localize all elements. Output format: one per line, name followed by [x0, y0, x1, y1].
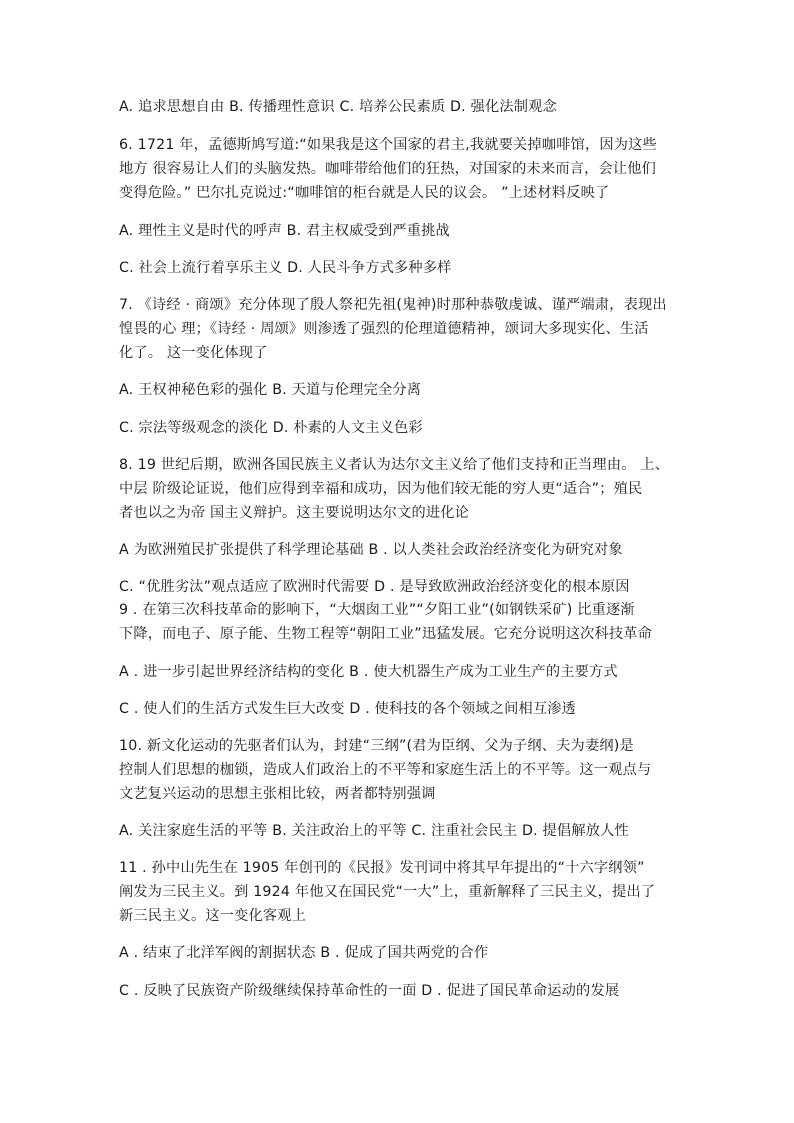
q7-options-line-2: C. 宗法等级观念的淡化 D. 朴素的人文主义色彩 [119, 420, 423, 436]
q8-stem-line-2: 中层 阶级论证说，他们应得到幸福和成功，因为他们较无能的穷人更“适合”；殖民 [119, 481, 643, 497]
q10-options-line: A. 关注家庭生活的平等 B. 关注政治上的平等 C. 注重社会民主 D. 提倡解放人性 [119, 823, 629, 839]
q7-stem-line-2: 惶畏的心 理；《诗经 · 周颂》则渗透了强烈的伦理道德精神，颂词大多现实化、生活 [119, 321, 649, 337]
q9-stem-line-1: 9 . 在第三次科技革命的影响下，“大烟囱工业”“夕阳工业”(如钢铁采矿) 比重逐渐 [119, 602, 635, 618]
q11-stem-line-1: 11 . 孙中山先生在 1905 年创刊的《民报》发刊词中将其早年提出的“十六字纲领” [119, 860, 645, 876]
q7-options-line-1: A. 王权神秘色彩的强化 B. 天道与伦理完全分离 [119, 382, 422, 398]
q11-stem-line-3: 新三民主义。这一变化客观上 [119, 908, 307, 924]
q6-options-line-1: A. 理性主义是时代的呼声 B. 君主权威受到严重挑战 [119, 223, 450, 239]
q5-options-line: A. 追求思想自由 B. 传播理性意识 C. 培养公民素质 D. 强化法制观念 [119, 99, 557, 115]
q8-options-line-2: C. “优胜劣汰”观点适应了欧洲时代需要 D . 是导致欧洲政治经济变化的根本原因 [119, 579, 630, 595]
q6-stem-line-2: 地方 很容易让人们的头脑发热。咖啡带给他们的狂热，对国家的未来而言，会让他们 [119, 161, 657, 177]
q11-options-line-2: C . 反映了民族资产阶级继续保持革命性的一面 D . 促进了国民革命运动的发展 [119, 983, 620, 999]
q6-options-line-2: C. 社会上流行着享乐主义 D. 人民斗争方式多种多样 [119, 260, 452, 276]
q8-stem-line-1: 8. 19 世纪后期，欧洲各国民族主义者认为达尔文主义给了他们支持和正当理由。 上、 [119, 457, 670, 473]
q10-stem-line-1: 10. 新文化运动的先驱者们认为，封建“三纲”(君为臣纲、父为子纲、夫为妻纲)是 [119, 738, 634, 754]
q10-stem-line-2: 控制人们思想的枷锁，造成人们政治上的不平等和家庭生活上的不平等。这一观点与 [119, 762, 652, 778]
q8-stem-line-3: 者也以之为帝 国主义辩护。这主要说明达尔文的进化论 [119, 505, 470, 521]
q7-stem-line-1: 7. 《诗经 · 商颂》充分体现了殷人祭祀先祖(鬼神)时那种恭敬虔诚、谨严端肃，表现出 [119, 297, 667, 313]
q6-stem-line-1: 6. 1721 年，孟德斯鸠写道:“如果我是这个国家的君主,我就要关掉咖啡馆，因为这些 [119, 137, 657, 153]
q8-options-line-1: A 为欧洲殖民扩张提供了科学理论基础 B . 以人类社会政治经济变化为研究对象 [119, 542, 623, 558]
q9-stem-line-2: 下降，而电子、原子能、生物工程等“朝阳工业”迅猛发展。它充分说明这次科技革命 [119, 626, 653, 642]
q10-stem-line-3: 文艺复兴运动的思想主张相比较，两者都特别强调 [119, 786, 436, 802]
q7-stem-line-3: 化了。 这一变化体现了 [119, 345, 268, 361]
q9-options-line-1: A . 进一步引起世界经济结构的变化 B . 使大机器生产成为工业生产的主要方式 [119, 664, 618, 680]
q11-stem-line-2: 阐发为三民主义。到 1924 年他又在国民党“一大”上，重新解释了三民主义，提出了 [119, 884, 656, 900]
q11-options-line-1: A . 结束了北洋军阀的割据状态 B . 促成了国共两党的合作 [119, 945, 489, 961]
q6-stem-line-3: 变得危险。” 巴尔扎克说过:“咖啡馆的柜台就是人民的议会。 ”上述材料反映了 [119, 185, 610, 201]
q9-options-line-2: C . 使人们的生活方式发生巨大改变 D . 使科技的各个领域之间相互渗透 [119, 701, 577, 717]
